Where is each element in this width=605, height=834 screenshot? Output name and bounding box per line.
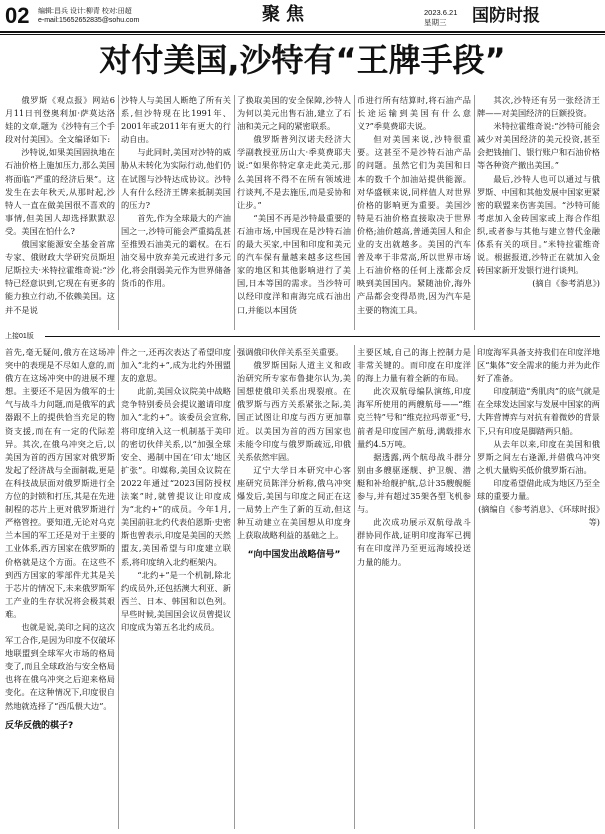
paragraph: 币进行所有结算时,将石油产品长途运输到美国有什么意义?”季莫费耶夫说。 [357, 95, 471, 132]
column-divider [474, 95, 475, 330]
paragraph: 俄罗斯普列汉诺夫经济大学副教授亚历山大·季莫费耶夫说:“如果你特定拿走此美元,那么美国将不得不在所有领域进行谈判,不是去施压,而是妥协和让步。” [237, 134, 351, 210]
weekday: 星期三 [424, 18, 447, 27]
section-title: 聚焦 [262, 4, 310, 25]
column-divider [118, 345, 119, 829]
bottom-column-1 [5, 346, 115, 830]
article-credit: (摘自《参考消息》) [532, 278, 600, 289]
paragraph: 沙特说,如果美国固执地在石油价格上施加压力,那么美国将面临“严重的经济后果”。这发生在去年秋天,从那时起,沙特人一直在做美国很不喜欢的事情,但美国人却选择默默忍受。美国在怕什么? [5, 147, 115, 236]
page-header [0, 0, 605, 34]
staff-credits [38, 7, 139, 25]
paragraph: “北约+”是一个机制,除北约成员外,还包括澳大利亚、新西兰、日本、韩国和以色列。早些时候,美国国会议员曾提议印度成为第五名北约成员。 [121, 569, 231, 632]
issue-date [424, 8, 457, 28]
paragraph: 此次成功展示双航母战斗群协同作战,证明印度海军已拥有在印度洋乃至更远海域投送力量的能力。 [357, 517, 471, 567]
paragraph: 俄罗斯国际人道主义和政治研究所专家布鲁捷尔认为,美国想使俄印关系出现裂痕。在俄罗斯与西方关系紧张之际,美国正试图让印度与西方更加靠近。以美国为首的西方国家也未能令印度与俄罗斯疏远,印俄关系依然牢固。 [237, 360, 351, 462]
paragraph: 此次双航母编队演练,印度海军所使用的两艘航母——“维克兰特”号和“维克拉玛蒂亚”号,前者是印度国产航母,满载排水量约4.5万吨。 [357, 386, 471, 449]
page-headline: 对付美国,沙特有“王牌手段” [99, 41, 506, 79]
top-column-3 [237, 94, 351, 329]
column-divider [234, 345, 235, 829]
continuation-bar [5, 332, 600, 342]
header-rule-thin [0, 34, 605, 35]
paragraph: 主要区域,自己的海上控制力是非常关键的。而印度在印度洋的海上力量有着全新的布局。 [357, 347, 471, 384]
continuation-rule [45, 336, 600, 337]
sub-heading: “向中国发出战略信号” [247, 550, 341, 561]
paragraph: 但对美国来说,沙特很重要。这甚至不是沙特石油产品的问题。虽然它们为美国和日本的数千个加油站提供能源。对华盛顿来说,同样值人对世界价格的影响更为重要。美国沙特是石油价格直接取决于世界价格;油价越高,普通美国人和企业的支出就越多。美国的汽车普及率于非常高,所以世界市场上石油价格的任何上涨都会反映到美国国内。紧随油价,海外产品都会变得昂贵,因为汽车是主要的物流工具。 [357, 134, 471, 315]
paragraph: 其次,沙特还有另一张经济王牌——对美国经济的巨额投资。 [477, 95, 600, 119]
column-divider [118, 95, 119, 330]
paragraph: 印度制造“秀肌肉”的底气就是在全球发达国家与发展中国家的两大阵营博弈与对抗有着微妙的背景下,只有印度是脚踏两只船。 [477, 386, 600, 436]
paragraph: 也就是说,美印之间的这次军工合作,是因为印度不仅破坏地联盟到全球军火市场的格局变了,而且全球政治与安全格局也将在俄乌冲突之后迎来格局变化。在这种情况下,印度很自然地就选择了“西瓜偎大边”。 [5, 621, 115, 711]
continuation-label: 上接01版 [5, 333, 34, 340]
masthead-logo: 国防时报 [472, 6, 540, 26]
top-column-4 [357, 94, 471, 329]
top-column-2 [121, 94, 231, 329]
page-number: 02 [5, 3, 30, 28]
bottom-column-5 [477, 346, 600, 830]
header-rule [0, 31, 605, 33]
top-column-5 [477, 94, 600, 329]
paragraph: 印度海军具备支持我们在印度洋地区“集体”安全需求的能力并为此作好了准备。 [477, 347, 600, 384]
bottom-column-3 [237, 346, 351, 830]
date-value: 2023.6.21 [424, 8, 458, 17]
column-divider [354, 95, 355, 330]
column-divider [474, 345, 475, 829]
paragraph: 此前,美国众议院美中战略竞争特别委员会提议邀请印度加入“北约+”。该委员会宣称,将印度纳入这一机制基于美印的密切伙伴关系,以“加强全球安全、遏制中国在‘印太’地区扩张”。印媒称,美国众议院在2022年通过“2023国防授权法案”时,就曾提议让印度成为“北约+”的成员。今年1月,美国前驻北约代表伯恩斯·史密斯也曾表示,印度是美国的天然盟友,美国希望与印度建立联系,将印度纳入北约框架内。 [121, 386, 231, 567]
paragraph: 了换取美国的安全保障,沙特人为何以美元出售石油,建立了石油和美元之间的紧密联系。 [237, 95, 351, 132]
column-divider [354, 345, 355, 829]
paragraph: 首先,作为全球最大的产油国之一,沙特可能会严重捣乱甚至推毁石油美元的霸权。在石油交易中放弃美元或进行多元化,将会削弱美元作为世界储备货币的作用。 [121, 212, 231, 289]
paragraph: 首先,毫无疑问,俄方在这场冲突中的表现是不尽如人意的,而俄方在这场冲突中的进展不理想。主要还不是因为俄军的士气与战斗力问题,而是俄军的武器跟不上的提供恰当充足的物资支援,而在有一定的代际差异。其次,在俄乌冲突之后,以美国为首的西方国家对俄罗斯发起了经济战与全面制裁,更是在科技战层面对俄罗斯进行全方位的封锁和打压,其是在先进制程的芯片上更对俄罗斯进行严格管控。要知道,无论对乌克兰本国的军工还是对于主要的工业体系,西方国家在俄罗斯的价格就是这个方面。在这些不到西方国家的零部件尤其是关于芯片的情况下,未来俄罗斯军工产业的生存状况将会极其艰难。 [5, 347, 115, 619]
bottom-column-2 [121, 346, 231, 830]
paragraph: 俄国家能源安全基金首席专家、俄财政大学研究员斯坦尼斯拉夫·米特拉霍维奇说:“沙特已经意识到,它现在有更多的能力独立行动,不依赖美国。这并不是说 [5, 239, 115, 315]
paragraph: 辽宁大学日本研究中心客座研究员陈洋分析称,俄乌冲突爆发后,美国与印度之间正在这一局势上产生了新的互动,但这种互动建立在美国想从印度身上获取战略利益的基础之上。 [237, 464, 351, 541]
paragraph: “美国不再是沙特最重要的石油市场,中国现在是沙特石油的最大买家,中国和印度和美元的汽车保有量越来越多这些国家的地区和其他影响进行了美国,日本等国的需求。当沙特可以经印度洋和南海完成石油出口,并能以本国货 [237, 212, 351, 315]
sub-heading: 反华反俄的棋子? [5, 720, 74, 731]
staff-line: 编辑:昌兵 设计:柳青 校对:田超 [38, 8, 132, 15]
paragraph: 据透露,两个航母战斗群分别由多艘驱逐舰、护卫舰、潜艇和补给舰护航,总计35艘舰艇参与,并有超过35架各型飞机参与。 [357, 451, 471, 515]
paragraph: 与此同时,美国对沙特的威胁从未转化为实际行动,他们仍在试图与沙特达成协议。沙特人有什么经济王牌来抵制美国的压力? [121, 147, 231, 210]
top-column-1 [5, 94, 115, 329]
article-credit: (摘编自《参考消息》、《环球时报》等) [478, 504, 600, 528]
paragraph: 沙特人与美国人断绝了所有关系,但沙特现在比1991年、2001年或2011年有更大的行动自由。 [121, 95, 231, 145]
bottom-column-4 [357, 346, 471, 830]
paragraph: 最后,沙特人也可以通过与俄罗斯、中国和其他发展中国家更紧密的联盟来伤害美国。“沙特可能考虑加入金砖国家或上海合作组织,或者参与其他与建立替代金融体系有关的项目。”米特拉霍维奇说。根据报道,沙特正在就加入金砖国家新开发银行进行谈判。 [477, 173, 600, 276]
paragraph: 俄罗斯《观点报》网站6月11日刊登奥利加·萨莫达洛娃的文章,题为《沙特有三个手段对付美国》。全文编译如下: [5, 95, 115, 145]
paragraph: 从去年以来,印度在美国和俄罗斯之间左右逢源,并借俄乌冲突之机大量购买低价俄罗斯石油。 [477, 438, 600, 475]
column-divider [234, 95, 235, 330]
paragraph: 件之一,还再次表达了希望印度加入“北约+”,成为北约外围盟友的意思。 [121, 347, 231, 384]
staff-email: e-mail:15652652835@sohu.com [38, 17, 140, 24]
paragraph: 强调俄印伙伴关系至关重要。 [237, 347, 344, 357]
paragraph: 印度希望借此成为地区乃至全球的重要力量。 [477, 477, 600, 502]
paragraph: 米特拉霍维奇说:“沙特可能会减少对美国经济的美元投资,甚至会把钱抽门、银行账户和石油价格等各种资产撤出美国。” [477, 121, 600, 171]
